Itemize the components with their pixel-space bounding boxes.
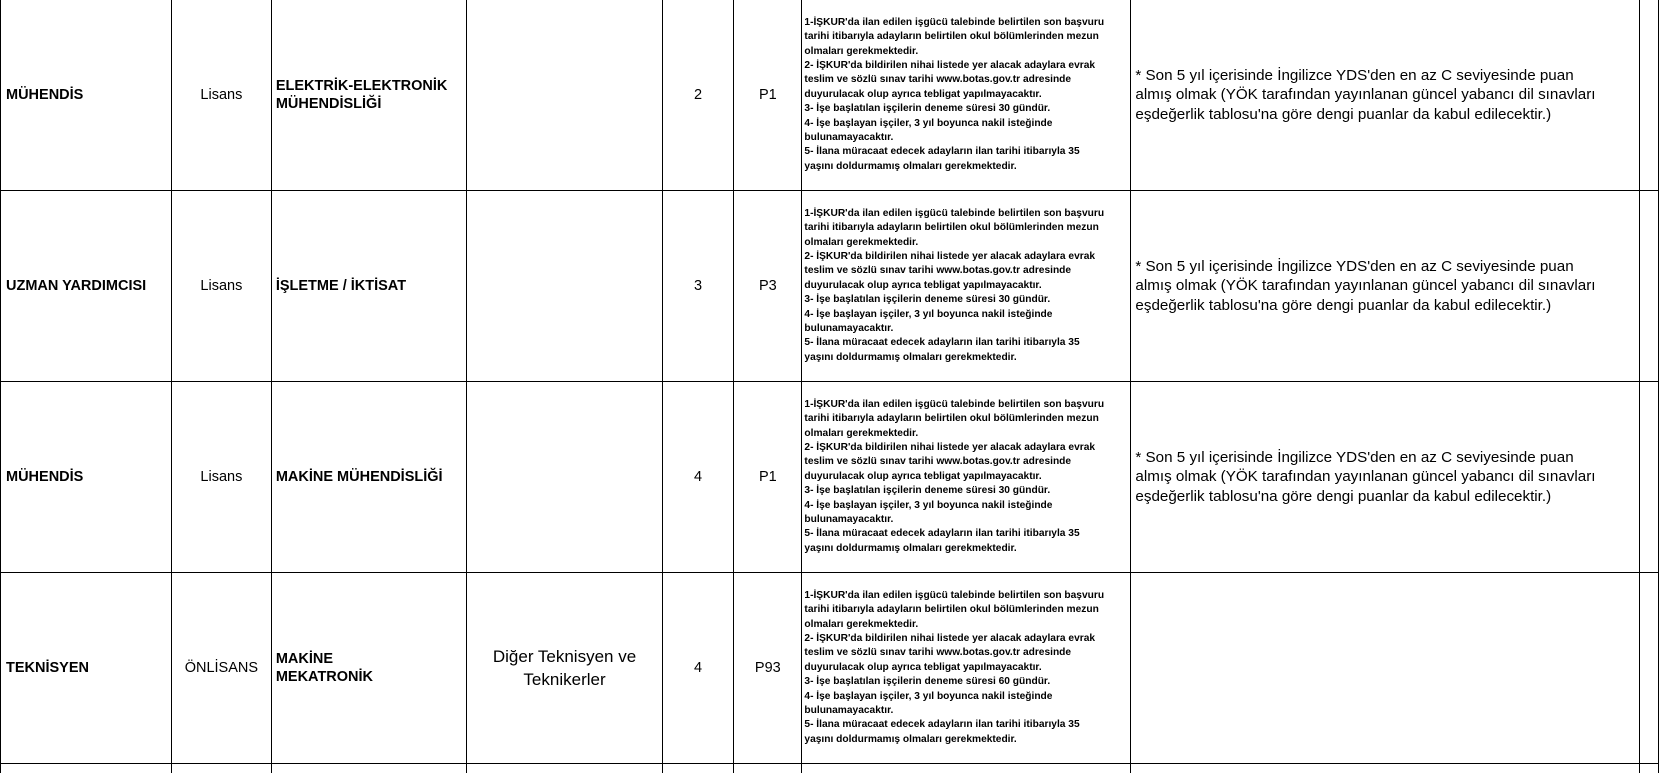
condition-line: bulunamayacaktır. — [804, 132, 894, 144]
empty-cell — [467, 764, 663, 773]
department-line: ELEKTRİK-ELEKTRONİK — [275, 78, 448, 94]
condition-line: 1-İŞKUR'da ilan edilen işgücü talebinde belirtilen son başvuru — [804, 398, 1105, 410]
education-level-cell: Lisans — [171, 0, 271, 191]
condition-line: bulunamayacaktır. — [804, 323, 894, 335]
empty-cell — [1639, 764, 1658, 773]
condition-line: 1-İŞKUR'da ilan edilen işgücü talebinde belirtilen son başvuru — [804, 589, 1105, 601]
requirement-line: almış olmak (YÖK tarafından yayınlanan güncel yabancı dil sınavları — [1135, 468, 1596, 486]
condition-line: 1-İŞKUR'da ilan edilen işgücü talebinde belirtilen son başvuru — [804, 16, 1105, 28]
empty-cell — [1131, 764, 1639, 773]
table-row — [1, 573, 1659, 764]
table-row — [1, 382, 1659, 573]
condition-line: teslim ve sözlü sınav tarihi www.botas.gov.tr adresinde — [804, 647, 1072, 659]
requirement-line: eşdeğerlik tablosu'na göre dengi puanlar da kabul edilecektir.) — [1135, 296, 1552, 314]
requirement-line: eşdeğerlik tablosu'na göre dengi puanlar da kabul edilecektir.) — [1135, 487, 1552, 505]
condition-line: 4- İşe başlayan işçiler, 3 yıl boyunca nakil isteğinde — [804, 117, 1053, 129]
requirement-line: * Son 5 yıl içerisinde İngilizce YDS'den en az C seviyesinde puan — [1135, 257, 1574, 275]
condition-line: tarihi itibarıyla adayların belirtilen okul bölümlerinden mezun — [804, 31, 1099, 43]
conditions-cell — [802, 573, 1131, 764]
position-code-cell: P93 — [734, 573, 802, 764]
occupation-group-cell: Diğer Teknisyen ve Teknikerler — [467, 573, 663, 764]
job-title-cell: MÜHENDİS — [1, 0, 172, 191]
empty-cell — [802, 764, 1131, 773]
department-cell — [271, 382, 466, 573]
job-title-cell: TEKNİSYEN — [1, 573, 172, 764]
condition-line: tarihi itibarıyla adayların belirtilen okul bölümlerinden mezun — [804, 413, 1099, 425]
condition-line: olmaları gerekmektedir. — [804, 618, 919, 630]
department-line: MEKATRONİK — [275, 669, 374, 685]
requirement-line: * Son 5 yıl içerisinde İngilizce YDS'den en az C seviyesinde puan — [1135, 66, 1574, 84]
edge-cell — [1639, 382, 1658, 573]
requirement-line: * Son 5 yıl içerisinde İngilizce YDS'den en az C seviyesinde puan — [1135, 448, 1574, 466]
position-code-cell: P1 — [734, 382, 802, 573]
condition-line: olmaları gerekmektedir. — [804, 45, 919, 57]
condition-line: 5- İlana müracaat edecek adayların ilan tarihi itibarıyla 35 — [804, 337, 1080, 349]
condition-line: tarihi itibarıyla adayların belirtilen okul bölümlerinden mezun — [804, 222, 1099, 234]
job-title-cell: UZMAN YARDIMCISI — [1, 191, 172, 382]
conditions-cell — [802, 191, 1131, 382]
empty-cell — [271, 764, 466, 773]
table-row — [1, 191, 1659, 382]
occupation-group-cell — [467, 382, 663, 573]
requirement-line: eşdeğerlik tablosu'na göre dengi puanlar da kabul edilecektir.) — [1135, 105, 1552, 123]
condition-line: 1-İŞKUR'da ilan edilen işgücü talebinde belirtilen son başvuru — [804, 207, 1105, 219]
conditions-cell — [802, 0, 1131, 191]
department-line: MÜHENDİSLİĞİ — [275, 96, 382, 112]
condition-line: yaşını doldurmamış olmaları gerekmektedir. — [804, 351, 1017, 363]
condition-line: 3- İşe başlatılan işçilerin deneme süresi 60 gündür. — [804, 676, 1051, 688]
empty-cell — [1, 764, 172, 773]
condition-line: yaşını doldurmamış olmaları gerekmektedir. — [804, 733, 1017, 745]
condition-line: duyurulacak olup ayrıca tebligat yapılmayacaktır. — [804, 470, 1042, 482]
language-requirement-cell — [1131, 191, 1639, 382]
condition-line: 5- İlana müracaat edecek adayların ilan tarihi itibarıyla 35 — [804, 719, 1080, 731]
job-title-cell: MÜHENDİS — [1, 382, 172, 573]
education-level-cell: Lisans — [171, 382, 271, 573]
table-row — [1, 0, 1659, 191]
occupation-group-cell — [467, 0, 663, 191]
empty-cell — [662, 764, 733, 773]
occupation-group-cell — [467, 191, 663, 382]
condition-line: 5- İlana müracaat edecek adayların ilan tarihi itibarıyla 35 — [804, 146, 1080, 158]
condition-line: 4- İşe başlayan işçiler, 3 yıl boyunca nakil isteğinde — [804, 308, 1053, 320]
requirement-line: almış olmak (YÖK tarafından yayınlanan güncel yabancı dil sınavları — [1135, 277, 1596, 295]
position-code-cell: P1 — [734, 0, 802, 191]
position-count-cell: 2 — [662, 0, 733, 191]
condition-line: 2- İŞKUR'da bildirilen nihai listede yer alacak adaylara evrak — [804, 59, 1096, 71]
conditions-cell — [802, 382, 1131, 573]
education-level-cell: Lisans — [171, 191, 271, 382]
condition-line: teslim ve sözlü sınav tarihi www.botas.gov.tr adresinde — [804, 456, 1072, 468]
department-line: MAKİNE MÜHENDİSLİĞİ — [275, 469, 443, 485]
department-line: İŞLETME / İKTİSAT — [275, 278, 407, 294]
condition-line: 3- İşe başlatılan işçilerin deneme süresi 30 gündür. — [804, 485, 1051, 497]
condition-line: olmaları gerekmektedir. — [804, 427, 919, 439]
condition-line: 4- İşe başlayan işçiler, 3 yıl boyunca nakil isteğinde — [804, 499, 1053, 511]
condition-line: 3- İşe başlatılan işçilerin deneme süresi 30 gündür. — [804, 294, 1051, 306]
condition-line: 3- İşe başlatılan işçilerin deneme süresi 30 gündür. — [804, 103, 1051, 115]
edge-cell — [1639, 191, 1658, 382]
condition-line: 5- İlana müracaat edecek adayların ilan tarihi itibarıyla 35 — [804, 528, 1080, 540]
empty-cell — [171, 764, 271, 773]
position-code-cell: P3 — [734, 191, 802, 382]
condition-line: duyurulacak olup ayrıca tebligat yapılmayacaktır. — [804, 661, 1042, 673]
department-cell — [271, 0, 466, 191]
language-requirement-cell — [1131, 0, 1639, 191]
department-cell — [271, 191, 466, 382]
edge-cell — [1639, 573, 1658, 764]
condition-line: tarihi itibarıyla adayların belirtilen okul bölümlerinden mezun — [804, 604, 1099, 616]
position-count-cell: 3 — [662, 191, 733, 382]
condition-line: teslim ve sözlü sınav tarihi www.botas.gov.tr adresinde — [804, 265, 1072, 277]
edge-cell — [1639, 0, 1658, 191]
condition-line: olmaları gerekmektedir. — [804, 236, 919, 248]
language-requirement-cell — [1131, 573, 1639, 764]
condition-line: teslim ve sözlü sınav tarihi www.botas.gov.tr adresinde — [804, 74, 1072, 86]
condition-line: 2- İŞKUR'da bildirilen nihai listede yer alacak adaylara evrak — [804, 250, 1096, 262]
requirement-line: almış olmak (YÖK tarafından yayınlanan güncel yabancı dil sınavları — [1135, 86, 1596, 104]
condition-line: 2- İŞKUR'da bildirilen nihai listede yer alacak adaylara evrak — [804, 441, 1096, 453]
condition-line: yaşını doldurmamış olmaları gerekmektedir. — [804, 542, 1017, 554]
department-line: MAKİNE — [275, 651, 334, 667]
condition-line: 4- İşe başlayan işçiler, 3 yıl boyunca nakil isteğinde — [804, 690, 1053, 702]
position-count-cell: 4 — [662, 573, 733, 764]
empty-cell — [734, 764, 802, 773]
condition-line: yaşını doldurmamış olmaları gerekmektedir. — [804, 160, 1017, 172]
condition-line: 2- İŞKUR'da bildirilen nihai listede yer alacak adaylara evrak — [804, 632, 1096, 644]
condition-line: duyurulacak olup ayrıca tebligat yapılmayacaktır. — [804, 88, 1042, 100]
table-row — [1, 764, 1659, 773]
position-count-cell: 4 — [662, 382, 733, 573]
department-cell — [271, 573, 466, 764]
language-requirement-cell — [1131, 382, 1639, 573]
condition-line: bulunamayacaktır. — [804, 514, 894, 526]
education-level-cell: ÖNLİSANS — [171, 573, 271, 764]
condition-line: bulunamayacaktır. — [804, 705, 894, 717]
condition-line: duyurulacak olup ayrıca tebligat yapılmayacaktır. — [804, 279, 1042, 291]
